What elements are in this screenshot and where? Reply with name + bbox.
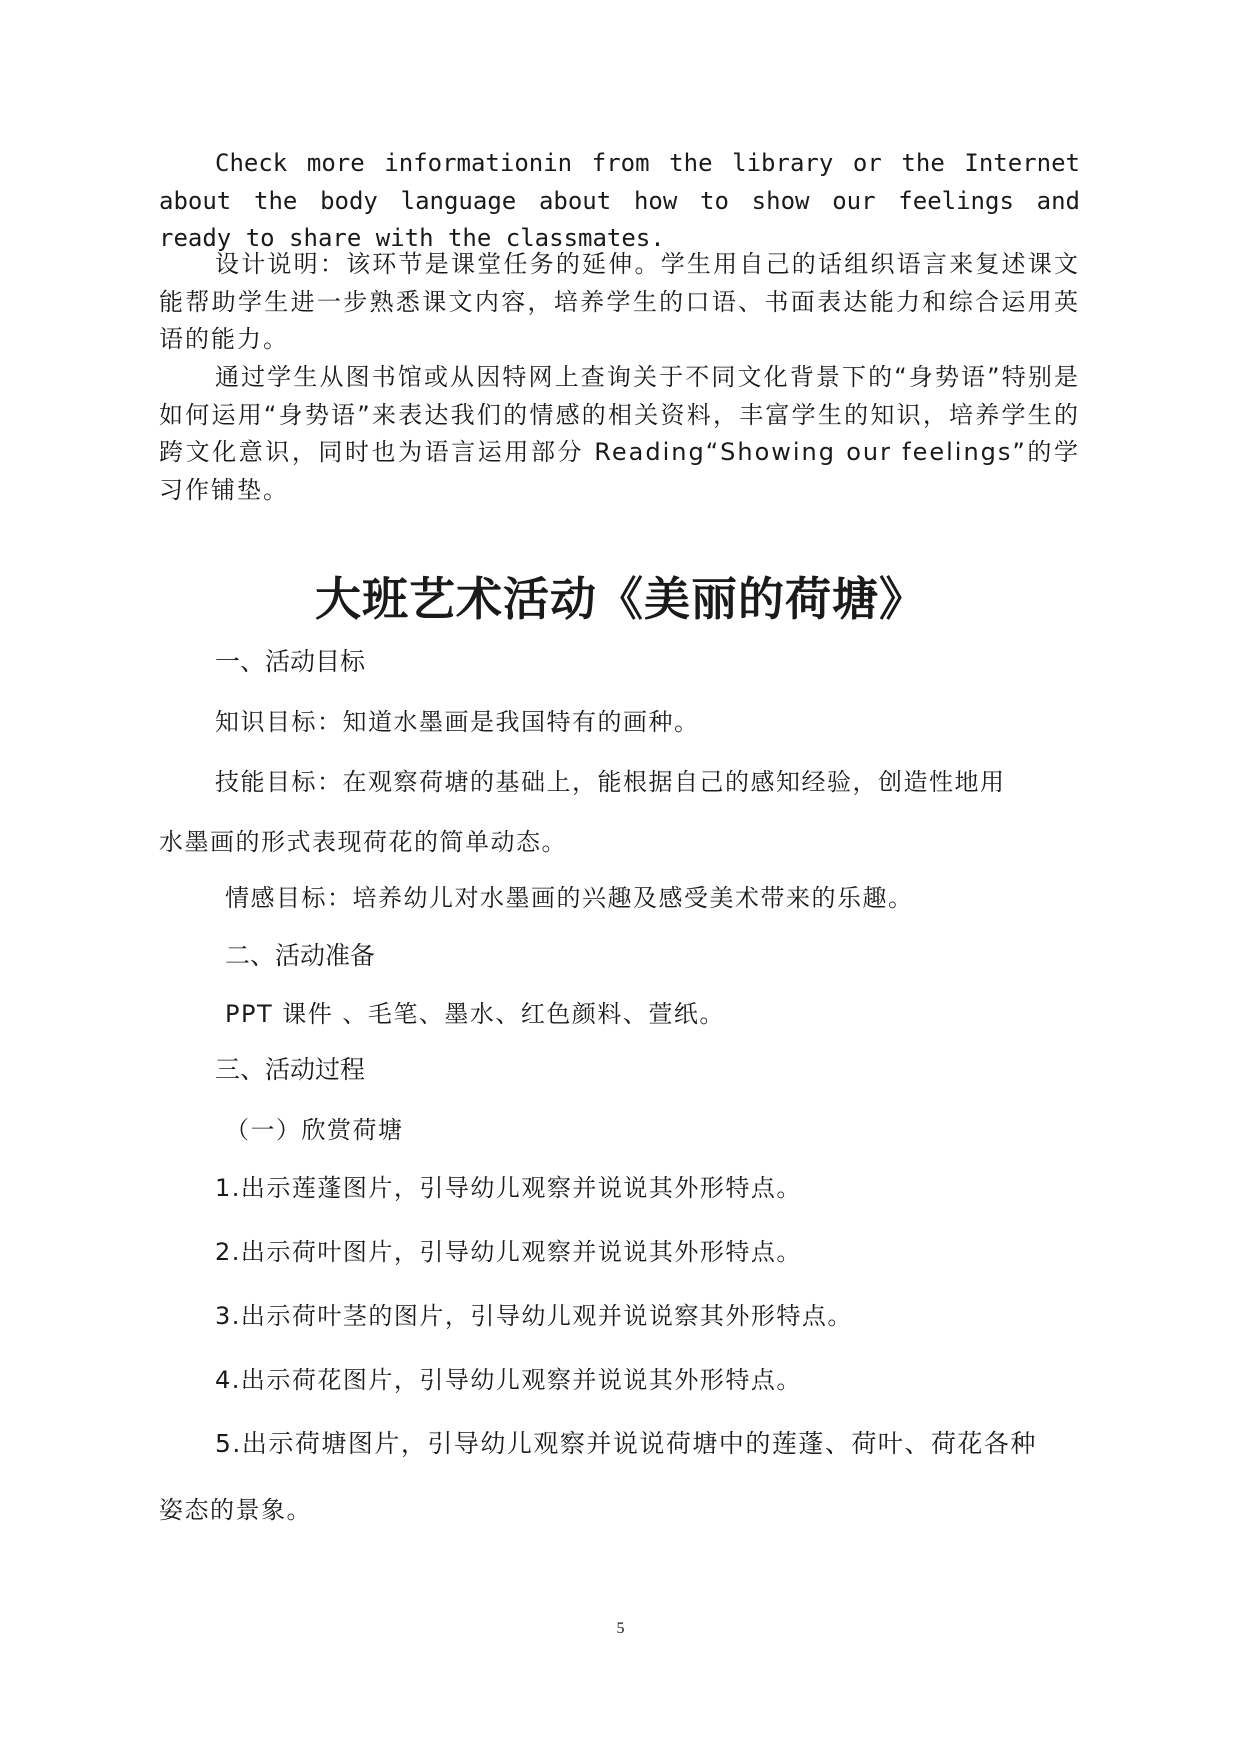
- skill-goal-line1: 技能目标：在观察荷塘的基础上，能根据自己的感知经验，创造性地用: [215, 768, 1006, 796]
- english-paragraph-text: Check more informationin from the library or the Internet about the body language about how to show our feelings and ready to share with the classmates.: [159, 149, 1080, 252]
- materials-list: PPT 课件 、毛笔、墨水、红色颜料、萱纸。: [225, 1000, 725, 1028]
- design-note-paragraph: [159, 246, 1080, 359]
- knowledge-goal: 知识目标：知道水墨画是我国特有的画种。: [215, 708, 700, 736]
- section3-heading: 三、活动过程: [215, 1055, 366, 1084]
- process-step-3: 3.出示荷叶茎的图片，引导幼儿观并说说察其外形特点。: [215, 1302, 853, 1330]
- process-step-5-line1: 5.出示荷塘图片，引导幼儿观察并说说荷塘中的莲蓬、荷叶、荷花各种: [215, 1429, 1037, 1458]
- english-paragraph: [159, 145, 1080, 258]
- research-note-text: 通过学生从图书馆或从因特网上查询关于不同文化背景下的“身势语”特别是如何运用“身势语”来表达我们的情感的相关资料，丰富学生的知识，培养学生的跨文化意识，同时也为语言运用部分 Reading“Showing our feelings”的学习作铺垫。: [159, 363, 1080, 504]
- process-step-4: 4.出示荷花图片，引导幼儿观察并说说其外形特点。: [215, 1366, 802, 1394]
- page-title: 大班艺术活动《美丽的荷塘》: [315, 572, 926, 626]
- section1-heading: 一、活动目标: [215, 647, 366, 676]
- process-step-5-line2: 姿态的景象。: [159, 1496, 312, 1524]
- process-step-2: 2.出示荷叶图片，引导幼儿观察并说说其外形特点。: [215, 1238, 802, 1266]
- research-note-paragraph: [159, 359, 1080, 509]
- design-note-text: 设计说明：该环节是课堂任务的延伸。学生用自己的话组织语言来复述课文能帮助学生进一步熟悉课文内容，培养学生的口语、书面表达能力和综合运用英语的能力。: [159, 250, 1080, 353]
- subsection-heading: （一）欣赏荷塘: [225, 1116, 404, 1144]
- section2-heading: 二、活动准备: [225, 941, 376, 970]
- process-step-1: 1.出示莲蓬图片，引导幼儿观察并说说其外形特点。: [215, 1174, 802, 1202]
- page-number: 5: [616, 1620, 625, 1637]
- skill-goal-line2: 水墨画的形式表现荷花的简单动态。: [159, 828, 567, 856]
- emotion-goal: 情感目标：培养幼儿对水墨画的兴趣及感受美术带来的乐趣。: [225, 884, 914, 912]
